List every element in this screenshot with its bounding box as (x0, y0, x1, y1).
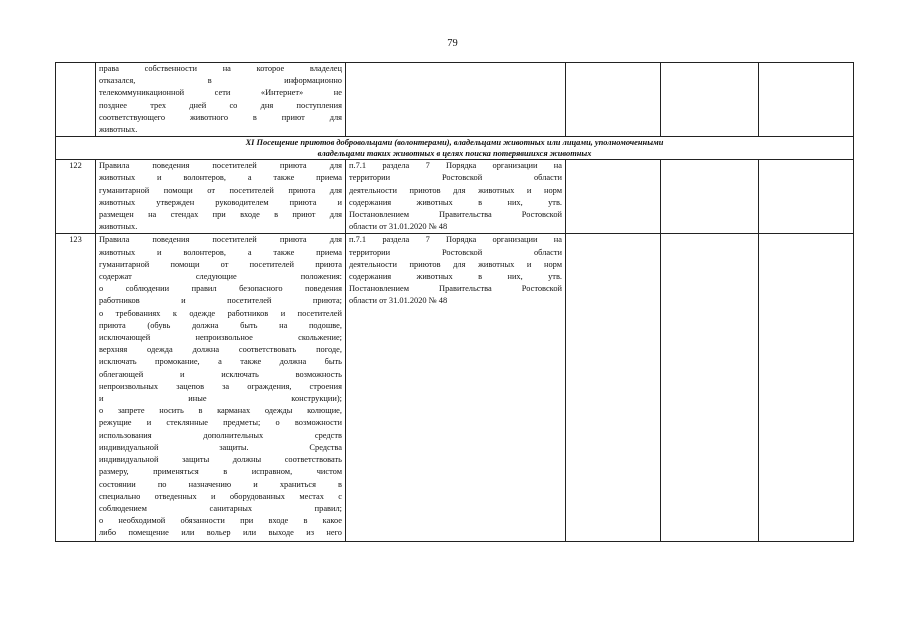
empty-cell (661, 160, 759, 234)
requirement-cell (96, 160, 346, 234)
requirement-text (99, 63, 342, 136)
text-line: Постановлением Правительства Ростовской (349, 210, 562, 220)
text-line: гуманитарной помощи от посетителей приюта для (99, 185, 342, 195)
text-line: о необходимой обязанности при входе в какое (99, 516, 342, 526)
reference-cell (346, 234, 566, 542)
text-line: области от 31.01.2020 № 48 (349, 296, 448, 306)
text-line: Правила поведения посетителей приюта для (99, 235, 342, 245)
text-line: животных. (99, 125, 138, 135)
text-line: животных утвержден руководителем приюта и (99, 197, 342, 207)
reference-text (349, 160, 562, 233)
text-line: индивидуальной защиты. Средства (99, 442, 342, 452)
text-line: использования дополнительных средств (99, 430, 342, 440)
empty-cell (661, 63, 759, 137)
text-line: содержания животных в них, утв. (349, 197, 562, 207)
requirement-text (99, 234, 342, 539)
text-line: о требованиях к одежде работников и посетителей (99, 308, 342, 318)
text-line: приюта (обувь должна быть на подошве, (99, 320, 342, 330)
reference-cell (346, 160, 566, 234)
text-line: животных и волонтеров, а также приема (99, 173, 342, 183)
text-line: животных и волонтеров, а также приема (99, 247, 342, 257)
empty-cell (759, 160, 854, 234)
page-number: 79 (447, 38, 458, 49)
text-line: п.7.1 раздела 7 Порядка организации на (349, 235, 562, 245)
text-line: облегающей и исключать возможность (99, 369, 342, 379)
requirement-cell (96, 234, 346, 542)
text-line: гуманитарной помощи от посетителей приюта (99, 259, 342, 269)
text-line: Постановлением Правительства Ростовской (349, 284, 562, 294)
text-line: верхняя одежда должна соответствовать погоде, (99, 345, 342, 355)
section-heading-line: XI Посещение приютов добровольцами (волонтерами), владельцами животных или лицами, уполномоченными (245, 138, 664, 148)
table-row (56, 160, 854, 234)
reference-text (349, 234, 562, 307)
text-line: размеру, применяться в исправном, чистом (99, 467, 342, 477)
requirement-text (99, 160, 342, 233)
text-line: режущие и стеклянные предметы; о возможности (99, 418, 342, 428)
row-number: 123 (56, 234, 96, 542)
empty-cell (759, 63, 854, 137)
text-line: либо помещение или вольер или выходе из него (99, 528, 342, 538)
requirement-cell (96, 63, 346, 137)
text-line: состоянии по назначению и храниться в (99, 479, 342, 489)
text-line: позднее трех дней со дня поступления (99, 100, 342, 110)
text-line: области от 31.01.2020 № 48 (349, 222, 448, 232)
text-line: соблюдением санитарных правил; (99, 503, 342, 513)
text-line: п.7.1 раздела 7 Порядка организации на (349, 161, 562, 171)
text-line: размещен на стендах при входе в приют для (99, 210, 342, 220)
text-line: непроизвольных зацепов за ограждения, строения (99, 381, 342, 391)
empty-cell (566, 234, 661, 542)
text-line: территории Ростовской области (349, 173, 562, 183)
text-line: исключающей непроизвольное скольжение; (99, 333, 342, 343)
section-header-row (56, 137, 854, 160)
text-line: специально отведенных и оборудованных местах с (99, 491, 342, 501)
text-line: Правила поведения посетителей приюта для (99, 161, 342, 171)
section-heading-line: владельцами таких животных в целях поиска потерявшихся животных (317, 149, 592, 159)
number-cell (56, 63, 96, 137)
empty-cell (661, 234, 759, 542)
empty-cell (759, 234, 854, 542)
requirements-table (55, 62, 854, 542)
text-line: содержат следующие положения: (99, 272, 342, 282)
text-line: деятельности приютов для животных и норм (349, 259, 562, 269)
text-line: и иные конструкции); (99, 394, 342, 404)
text-line: о соблюдении правил безопасного поведения (99, 284, 342, 294)
text-line: территории Ростовской области (349, 247, 562, 257)
text-line: индивидуальной защиты должны соответствовать (99, 455, 342, 465)
text-line: деятельности приютов для животных и норм (349, 185, 562, 195)
text-line: животных. (99, 222, 138, 232)
text-line: соответствующего животного в приют для (99, 112, 342, 122)
text-line: работников и посетителей приюта; (99, 296, 342, 306)
text-line: права собственности на которое владелец (99, 64, 342, 73)
text-line: отказался, в информационно (99, 76, 342, 86)
text-line: о запрете носить в карманах одежды колющие, (99, 406, 342, 416)
text-line: содержания животных в них, утв. (349, 272, 562, 282)
table-row-continuation (56, 63, 854, 137)
empty-cell (566, 160, 661, 234)
section-heading (56, 137, 854, 160)
empty-cell (566, 63, 661, 137)
text-line: телекоммуникационной сети «Интернет» не (99, 88, 342, 98)
row-number: 122 (56, 160, 96, 234)
reference-cell (346, 63, 566, 137)
text-line: исключать промокание, а также должна быть (99, 357, 342, 367)
table-row (56, 234, 854, 542)
